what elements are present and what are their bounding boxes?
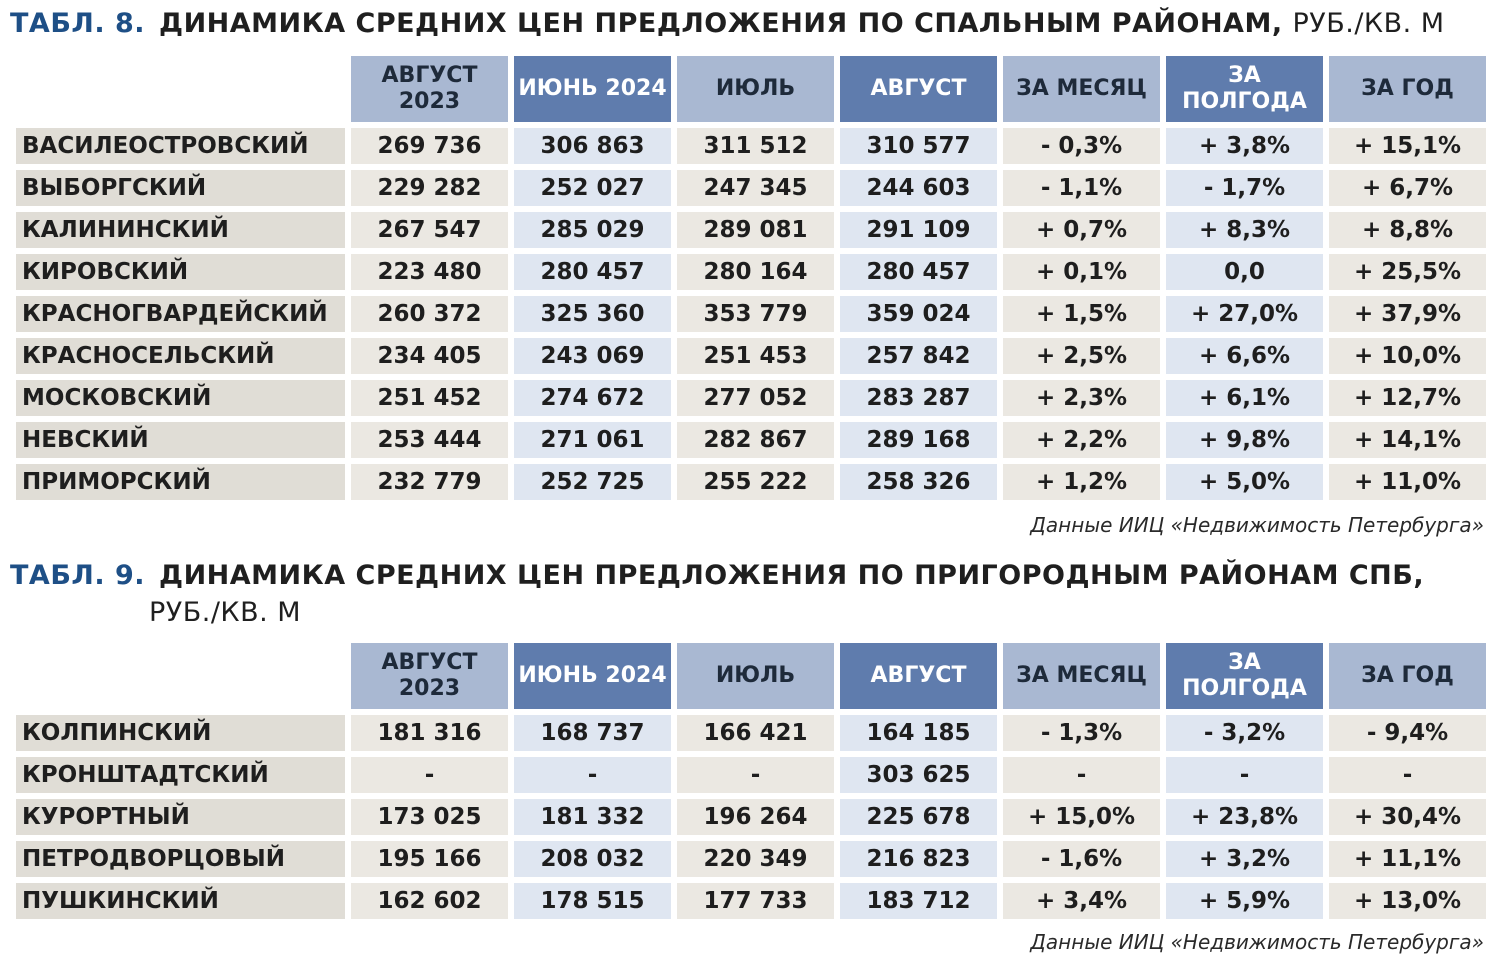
table8-table-row <box>16 212 1486 248</box>
table9-header-cell: ЗА ГОД <box>1329 643 1486 709</box>
table8-value-cell: 353 779 <box>677 296 834 332</box>
table8-table-row <box>16 338 1486 374</box>
table9-header-spacer <box>16 643 345 709</box>
table9-value-cell: - <box>351 757 508 793</box>
table8-header-spacer <box>16 56 345 122</box>
table9-value-cell: 162 602 <box>351 883 508 919</box>
table8-value-cell: 269 736 <box>351 128 508 164</box>
table9-value-cell: - 1,6% <box>1003 841 1160 877</box>
table8-value-cell: 285 029 <box>514 212 671 248</box>
table8-district-name: КАЛИНИНСКИЙ <box>16 212 345 248</box>
table9-value-cell: + 5,9% <box>1166 883 1323 919</box>
table9-value-cell: 183 712 <box>840 883 997 919</box>
table8-value-cell: 311 512 <box>677 128 834 164</box>
table8-value-cell: 258 326 <box>840 464 997 500</box>
table8-value-cell: + 14,1% <box>1329 422 1486 458</box>
table8-value-cell: + 2,5% <box>1003 338 1160 374</box>
table9-district-name: КУРОРТНЫЙ <box>16 799 345 835</box>
table8-value-cell: 0,0 <box>1166 254 1323 290</box>
table8-value-cell: + 12,7% <box>1329 380 1486 416</box>
table9-value-cell: 168 737 <box>514 715 671 751</box>
table9-header-cell: АВГУСТ <box>840 643 997 709</box>
table9-value-cell: 196 264 <box>677 799 834 835</box>
table8-table-row <box>16 128 1486 164</box>
table9-value-cell: 173 025 <box>351 799 508 835</box>
table9-district-name: КРОНШТАДТСКИЙ <box>16 757 345 793</box>
table8-value-cell: 229 282 <box>351 170 508 206</box>
table8-value-cell: 251 453 <box>677 338 834 374</box>
table8-value-cell: 234 405 <box>351 338 508 374</box>
table9-value-cell: 216 823 <box>840 841 997 877</box>
table8-district-name: НЕВСКИЙ <box>16 422 345 458</box>
table9-table-row <box>16 757 1486 793</box>
table8-header-cell: ИЮЛЬ <box>677 56 834 122</box>
table9-value-cell: 220 349 <box>677 841 834 877</box>
table8-header-cell: АВГУСТ <box>840 56 997 122</box>
table9-value-cell: 181 316 <box>351 715 508 751</box>
table9-value-cell: 195 166 <box>351 841 508 877</box>
table8-value-cell: + 6,1% <box>1166 380 1323 416</box>
table8-value-cell: 282 867 <box>677 422 834 458</box>
table9-table-row <box>16 799 1486 835</box>
table8-value-cell: 244 603 <box>840 170 997 206</box>
table9-table-row <box>16 841 1486 877</box>
table9-value-cell: - <box>1166 757 1323 793</box>
table8-value-cell: + 25,5% <box>1329 254 1486 290</box>
table8-value-cell: 306 863 <box>514 128 671 164</box>
table8-value-cell: 283 287 <box>840 380 997 416</box>
table8-value-cell: + 2,3% <box>1003 380 1160 416</box>
table8-value-cell: 251 452 <box>351 380 508 416</box>
table9-title <box>10 560 1424 591</box>
table9-value-cell: - 3,2% <box>1166 715 1323 751</box>
table8-value-cell: - 0,3% <box>1003 128 1160 164</box>
table9-header-row <box>16 643 1486 709</box>
table8-district-name: КРАСНОГВАРДЕЙСКИЙ <box>16 296 345 332</box>
table9-number: ТАБЛ. 9. <box>10 560 146 591</box>
table8-table-row <box>16 464 1486 500</box>
table9-unit: РУБ./КВ. М <box>149 597 302 628</box>
table9-header-cell: ИЮЛЬ <box>677 643 834 709</box>
table9-value-cell: 166 421 <box>677 715 834 751</box>
table9-value-cell: 208 032 <box>514 841 671 877</box>
table8-value-cell: - 1,7% <box>1166 170 1323 206</box>
table8-header-cell: ЗА ГОД <box>1329 56 1486 122</box>
table8-value-cell: + 11,0% <box>1329 464 1486 500</box>
table8-district-name: КРАСНОСЕЛЬСКИЙ <box>16 338 345 374</box>
table8-header-cell: ЗА ПОЛГОДА <box>1166 56 1323 122</box>
table8-source: Данные ИИЦ «Недвижимость Петербурга» <box>1030 513 1484 537</box>
table9-value-cell: - <box>1329 757 1486 793</box>
table8-value-cell: 243 069 <box>514 338 671 374</box>
table8-value-cell: + 0,1% <box>1003 254 1160 290</box>
table9-value-cell: 177 733 <box>677 883 834 919</box>
table8-value-cell: 232 779 <box>351 464 508 500</box>
table8 <box>16 56 1486 506</box>
table8-district-name: КИРОВСКИЙ <box>16 254 345 290</box>
table8-value-cell: 310 577 <box>840 128 997 164</box>
table8-value-cell: + 27,0% <box>1166 296 1323 332</box>
table9-title-text: ДИНАМИКА СРЕДНИХ ЦЕН ПРЕДЛОЖЕНИЯ ПО ПРИГОРОДНЫМ РАЙОНАМ СПБ, <box>159 560 1425 591</box>
table9-value-cell: - 9,4% <box>1329 715 1486 751</box>
table8-table-row <box>16 422 1486 458</box>
table8-table-row <box>16 170 1486 206</box>
table8-value-cell: 223 480 <box>351 254 508 290</box>
table8-value-cell: - 1,1% <box>1003 170 1160 206</box>
table8-value-cell: 325 360 <box>514 296 671 332</box>
table8-value-cell: + 10,0% <box>1329 338 1486 374</box>
table8-district-name: ВАСИЛЕОСТРОВСКИЙ <box>16 128 345 164</box>
table9-header-cell: ИЮНЬ 2024 <box>514 643 671 709</box>
table9-value-cell: 181 332 <box>514 799 671 835</box>
table9-value-cell: - <box>1003 757 1160 793</box>
table8-value-cell: + 2,2% <box>1003 422 1160 458</box>
table8-title-text: ДИНАМИКА СРЕДНИХ ЦЕН ПРЕДЛОЖЕНИЯ ПО СПАЛЬНЫМ РАЙОНАМ, <box>159 8 1283 39</box>
table8-value-cell: 267 547 <box>351 212 508 248</box>
table9-value-cell: + 15,0% <box>1003 799 1160 835</box>
table8-value-cell: + 3,8% <box>1166 128 1323 164</box>
table8-value-cell: + 9,8% <box>1166 422 1323 458</box>
table8-table-row <box>16 254 1486 290</box>
table9-district-name: ПУШКИНСКИЙ <box>16 883 345 919</box>
table8-value-cell: 280 457 <box>840 254 997 290</box>
table9-value-cell: - <box>677 757 834 793</box>
table8-value-cell: + 15,1% <box>1329 128 1486 164</box>
table8-number: ТАБЛ. 8. <box>10 8 146 39</box>
table8-value-cell: + 6,6% <box>1166 338 1323 374</box>
table8-value-cell: + 0,7% <box>1003 212 1160 248</box>
table9-value-cell: 225 678 <box>840 799 997 835</box>
table8-value-cell: 255 222 <box>677 464 834 500</box>
table8-district-name: МОСКОВСКИЙ <box>16 380 345 416</box>
table8-value-cell: + 1,5% <box>1003 296 1160 332</box>
table8-value-cell: 257 842 <box>840 338 997 374</box>
table8-value-cell: 274 672 <box>514 380 671 416</box>
table8-value-cell: + 6,7% <box>1329 170 1486 206</box>
table8-value-cell: 289 081 <box>677 212 834 248</box>
table9-value-cell: + 13,0% <box>1329 883 1486 919</box>
table9-value-cell: - <box>514 757 671 793</box>
table9-table-row <box>16 883 1486 919</box>
table9-value-cell: - 1,3% <box>1003 715 1160 751</box>
table8-value-cell: 271 061 <box>514 422 671 458</box>
table8-value-cell: 359 024 <box>840 296 997 332</box>
table8-value-cell: 252 027 <box>514 170 671 206</box>
table8-value-cell: + 8,8% <box>1329 212 1486 248</box>
table9 <box>16 643 1486 925</box>
table8-value-cell: 280 164 <box>677 254 834 290</box>
table9-value-cell: 164 185 <box>840 715 997 751</box>
table8-district-name: ВЫБОРГСКИЙ <box>16 170 345 206</box>
table8-value-cell: 253 444 <box>351 422 508 458</box>
table9-header-cell: АВГУСТ 2023 <box>351 643 508 709</box>
table8-unit: РУБ./КВ. М <box>1292 8 1445 39</box>
table8-header-cell: ИЮНЬ 2024 <box>514 56 671 122</box>
table9-source: Данные ИИЦ «Недвижимость Петербурга» <box>1030 930 1484 954</box>
table8-value-cell: 252 725 <box>514 464 671 500</box>
table9-value-cell: 303 625 <box>840 757 997 793</box>
table8-table-row <box>16 380 1486 416</box>
table9-district-name: ПЕТРОДВОРЦОВЫЙ <box>16 841 345 877</box>
table8-title <box>10 8 1445 39</box>
table9-district-name: КОЛПИНСКИЙ <box>16 715 345 751</box>
table8-value-cell: + 37,9% <box>1329 296 1486 332</box>
table8-district-name: ПРИМОРСКИЙ <box>16 464 345 500</box>
table8-table-row <box>16 296 1486 332</box>
table8-value-cell: 289 168 <box>840 422 997 458</box>
table9-value-cell: + 30,4% <box>1329 799 1486 835</box>
table8-header-cell: АВГУСТ 2023 <box>351 56 508 122</box>
table9-value-cell: + 3,2% <box>1166 841 1323 877</box>
table8-value-cell: 260 372 <box>351 296 508 332</box>
table8-header-cell: ЗА МЕСЯЦ <box>1003 56 1160 122</box>
table8-header-row <box>16 56 1486 122</box>
table9-header-cell: ЗА ПОЛГОДА <box>1166 643 1323 709</box>
table9-value-cell: + 3,4% <box>1003 883 1160 919</box>
table8-value-cell: + 5,0% <box>1166 464 1323 500</box>
table8-value-cell: 280 457 <box>514 254 671 290</box>
table9-table-row <box>16 715 1486 751</box>
table8-value-cell: 277 052 <box>677 380 834 416</box>
table9-value-cell: + 23,8% <box>1166 799 1323 835</box>
table9-header-cell: ЗА МЕСЯЦ <box>1003 643 1160 709</box>
table8-value-cell: 247 345 <box>677 170 834 206</box>
table9-value-cell: + 11,1% <box>1329 841 1486 877</box>
table9-value-cell: 178 515 <box>514 883 671 919</box>
table8-value-cell: 291 109 <box>840 212 997 248</box>
table8-value-cell: + 1,2% <box>1003 464 1160 500</box>
table8-value-cell: + 8,3% <box>1166 212 1323 248</box>
